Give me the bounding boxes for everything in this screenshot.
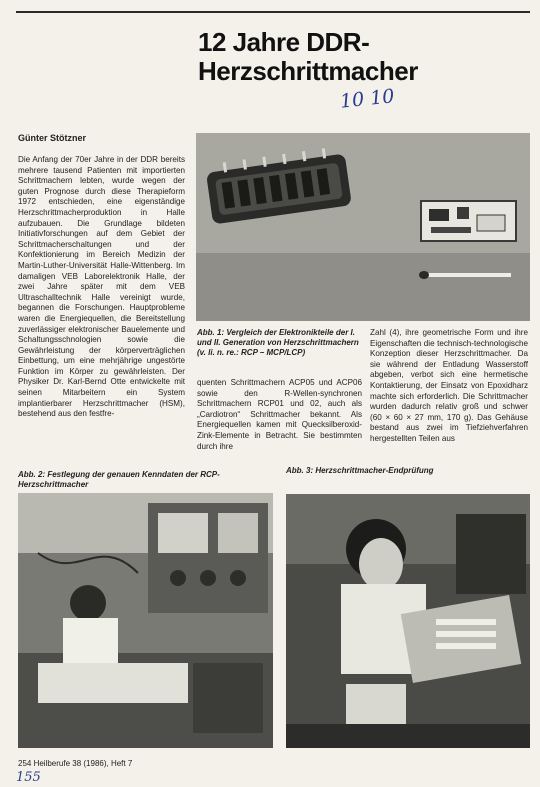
handwritten-page-number: 155 [16,770,41,785]
photo-final-testing [286,494,530,748]
photo-electronics-comparison [196,133,530,321]
author-name: Günter Stötzner [18,133,87,143]
right-column-paragraph: Zahl (4), ihre geometrische Form und ihre Eigenschaften die technisch-technologische Konzeption dieser Herzschrittmacher. Da sie während der Entladung Wasserstoff abgeben, verbot sich eine hermetische Kontaktierung, der Einsatz von Epoxidharz machte sich erforderlich. Die Schrittmacher wurden dadurch relativ groß und schwer (60 × 60 × 27 mm, 170 g). Das Gehäuse bestand aus zwei im Tiefziehverfahren hergestellten Teilen aus [370,328,528,443]
figure-1-caption: Abb. 1: Vergleich der Elektronikteile der I. und II. Generation von Herzschrittmachern (v. li. n. re.: RCP – MCP/LCP) [197,328,359,357]
figure-3-caption: Abb. 3: Herzschrittmacher-Endprüfung [286,466,434,475]
title-line-1: 12 Jahre DDR- [198,27,370,57]
handwritten-note: 10 10 [338,85,396,113]
body-text-left-column [18,155,185,485]
body-text-middle-column [197,378,362,466]
page-footer: 254 Heilberufe 38 (1986), Heft 7 [18,759,133,768]
electronics-illustration [196,133,530,321]
left-column-paragraph: Die Anfang der 70er Jahre in der DDR bereits mehrere tausend Patienten mit importierten Schrittmachern lebten, wurde wegen der guten Prognose durch diese Therapieform 1972 entschieden, eine eigenständige Herzschrittmacherproduktion in Halle aufzubauen. Die Grundlage bildeten Initiativforschungen auf dem Gebiet der Schrittmacherschaltungen und der Konfektionierung im Bereich Medizin der Martin-Luther-Universität Halle-Wittenberg. Im damaligen VEB Laborelektronik Halle, der zwei Jahre später mit dem VEB Ultraschalltechnik Halle vereinigt wurde, begannen die Forschungen. Hauptprobleme waren die Energiequellen, die Bereitstellung zuverlässiger elektronischer Bauelemente und Schaltungsschnologien sowie die Gewährleistung der körperverträglichen Einbettung, um eine mehrjährige ungestörte Funktion im Körper zu gewährleisten. Der Physiker Dr. Karl-Bernd Otte entwickelte mit seinen Mitarbeitern ein System implantierbarer Herzschrittmacher (HSM), bestehend aus den festfre- [18,155,185,419]
figure-2-caption: Abb. 2: Festlegung der genauen Kenndaten der RCP-Herzschrittmacher [18,470,220,489]
lab-illustration [18,493,273,748]
middle-column-paragraph: quenten Schrittmachern ACP05 und ACP06 sowie den R-Wellen-synchronen Schrittmachern RCP01 und 02, auch als „Cardiotron“ Schrittmacher bekannt. Als Energiequellen kamen mit Quecksilberoxid-Zink-Elemente in Betracht. Sie bestimmten durch ihre [197,378,362,451]
photo-lab-measurement [18,493,273,748]
body-text-right-column [370,328,528,468]
top-rule [16,11,530,13]
article-title [198,28,528,86]
title-line-2: Herzschrittmacher [198,56,418,86]
testing-illustration [286,494,530,748]
